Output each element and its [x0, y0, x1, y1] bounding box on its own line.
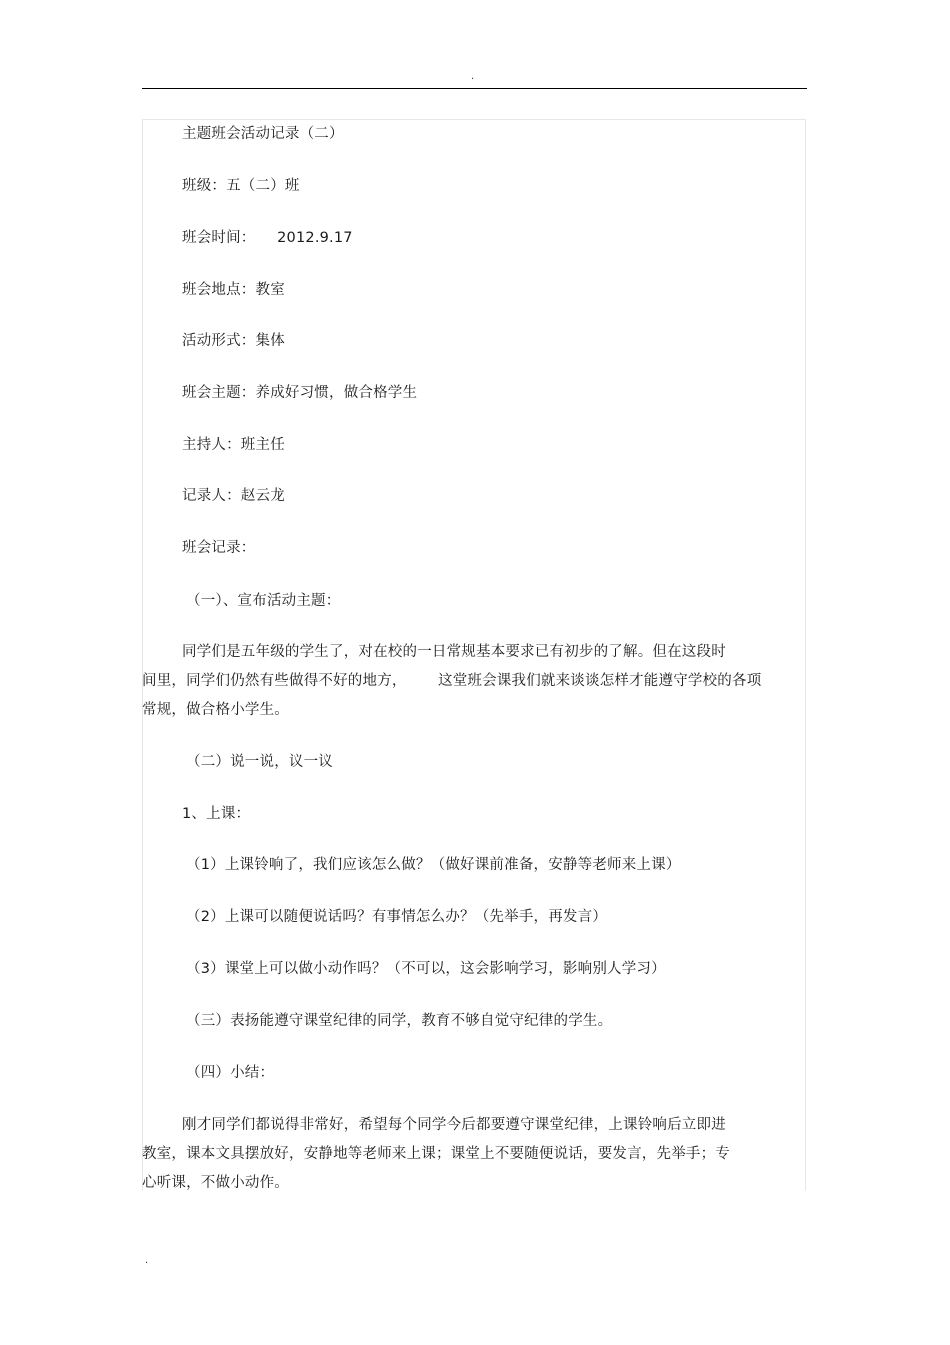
question-2: （2）上课可以随便说话吗？有事情怎么办？（先举手，再发言）: [186, 909, 608, 925]
form-line: 活动形式：集体: [182, 333, 285, 349]
section4-heading: （四）小结：: [186, 1065, 275, 1081]
section3-line: （三）表扬能遵守课堂纪律的同学，教育不够自觉守纪律的学生。: [186, 1013, 613, 1029]
question-3: （3）课堂上可以做小动作吗？（不可以，这会影响学习，影响别人学习）: [186, 961, 666, 977]
section2-heading: （二）说一说，议一议: [186, 754, 333, 770]
theme-line: 班会主题：养成好习惯，做合格学生: [182, 385, 418, 401]
place-line: 班会地点：教室: [182, 282, 285, 298]
header-dot: .: [471, 71, 475, 82]
record-label: 班会记录：: [182, 540, 256, 556]
section1-para-line-1: 同学们是五年级的学生了，对在校的一日常规基本要求已有初步的了解。但在这段时: [182, 644, 726, 660]
item1-heading: 1、上课：: [182, 806, 251, 822]
summary-para-line-2: 教室，课本文具摆放好，安静地等老师来上课；课堂上不要随便说话，要发言，先举手；专: [142, 1146, 730, 1162]
time-label: 班会时间：: [182, 230, 256, 246]
time-value: 2012.9.17: [277, 230, 353, 246]
question-1: （1）上课铃响了，我们应该怎么做？（做好课前准备，安静等老师来上课）: [186, 857, 681, 873]
section1-para-line-2b: 这堂班会课我们就来谈谈怎样才能遵守学校的各项: [438, 673, 762, 689]
document-title: 主题班会活动记录（二）: [182, 126, 344, 142]
section1-heading: （一）、宣布活动主题：: [186, 593, 341, 609]
host-line: 主持人：班主任: [182, 437, 285, 453]
footer-dot: .: [145, 1255, 149, 1266]
summary-para-line-1: 刚才同学们都说得非常好，希望每个同学今后都要遵守课堂纪律，上课铃响后立即进: [182, 1117, 726, 1133]
summary-para-line-3: 心听课，不做小动作。: [142, 1175, 289, 1191]
class-line: 班级：五（二）班: [182, 178, 300, 194]
section1-para-line-3: 常规，做合格小学生。: [142, 702, 289, 718]
recorder-line: 记录人：赵云龙: [182, 488, 285, 504]
time-line: [182, 228, 353, 248]
section1-para-line-2a: 间里，同学们仍然有些做得不好的地方，: [142, 673, 407, 689]
header-rule: [142, 88, 807, 89]
